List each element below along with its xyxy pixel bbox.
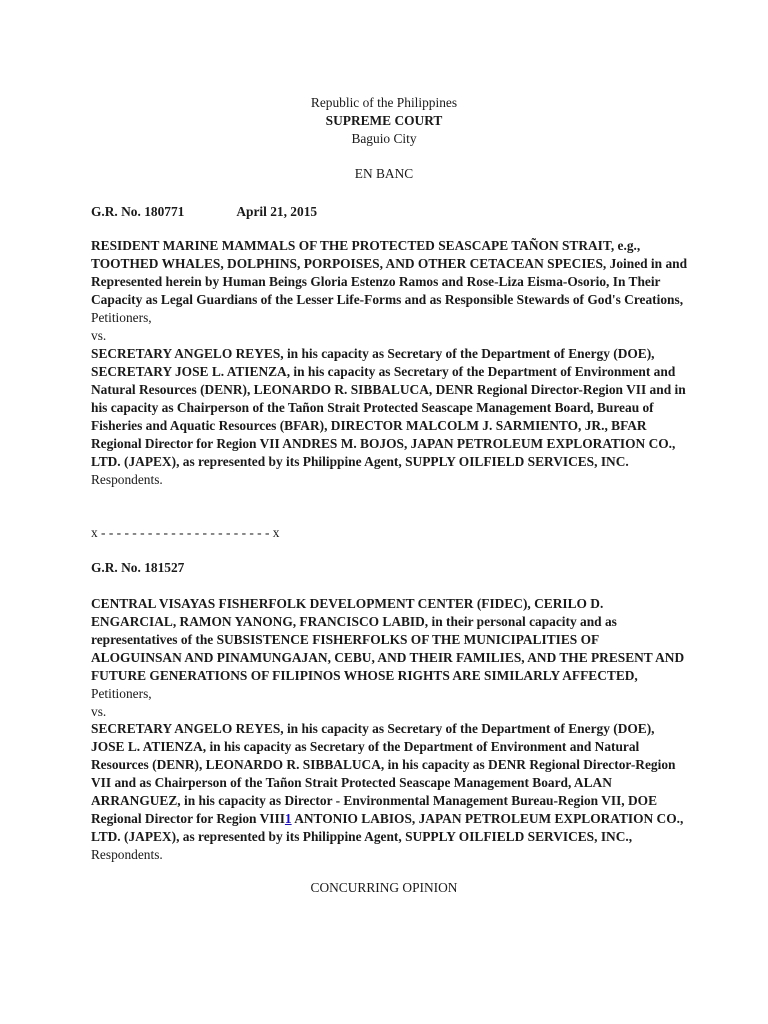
case2-petitioners bbox=[91, 595, 691, 703]
case2-gr-number: G.R. No. 181527 bbox=[91, 560, 185, 575]
case1-gr-number: G.R. No. 180771 bbox=[91, 204, 185, 219]
en-banc: EN BANC bbox=[354, 166, 414, 181]
case1-petitioners-label: Petitioners, bbox=[91, 310, 152, 325]
case2-petitioners-names: CENTRAL VISAYAS FISHERFOLK DEVELOPMENT CENTER (FIDEC), CERILO D. ENGARCIAL, RAMON YANONG, FRANCISCO LABID, in their personal capacity and as representatives of the SUBSISTENCE FISHERFOLKS OF THE MUNICIPALITIES OF ALOGUINSAN AND PINAMUNGAJAN, CEBU, AND THEIR FAMILIES, AND THE PRESENT AND FUTURE GENERATIONS OF FILIPINOS WHOSE RIGHTS ARE SIMILARLY AFFECTED, bbox=[91, 596, 685, 683]
footnote-link-1[interactable]: 1 bbox=[284, 811, 292, 826]
case2-petitioners-label: Petitioners, bbox=[91, 686, 152, 701]
case1-vs: vs. bbox=[91, 328, 107, 343]
case2-respondents-label: Respondents. bbox=[91, 847, 163, 862]
case1-petitioners-names: RESIDENT MARINE MAMMALS OF THE PROTECTED SEASCAPE TAÑON STRAIT, e.g., TOOTHED WHALES, DOLPHINS, PORPOISES, AND OTHER CETACEAN SPECIES, Joined in and Represented herein by Human Beings Gloria Estenzo Ramos and Rose-Liza Eisma-Osorio, In Their Capacity as Legal Guardians of the Lesser Life-Forms and as Responsible Stewards of God's Creations, bbox=[91, 238, 688, 307]
case1-header bbox=[91, 203, 691, 221]
court-name: SUPREME COURT bbox=[325, 113, 443, 128]
case2-respondents-names-1: SECRETARY ANGELO REYES, in his capacity as Secretary of the Department of Energy (DOE), JOSE L. ATIENZA, in his capacity as Secretary of the Department of Environment and Natural Resources (DENR), LEONARDO R. SIBBALUCA, in his capacity as DENR Regional Director-Region VII and as Chairperson of the Tañon Strait Protected Seascape Management Board, ALAN ARRANGUEZ, in his capacity as Director - Environmental Management Bureau-Region VII, DOE Regional Director for Region VIII bbox=[91, 721, 676, 826]
case2-respondents-names-2: ANTONIO LABIOS, JAPAN PETROLEUM EXPLORATION CO., LTD. (JAPEX), as represented by its Philippine Agent, SUPPLY OILFIELD SERVICES, INC., bbox=[91, 811, 684, 844]
opinion-title: CONCURRING OPINION bbox=[310, 880, 458, 895]
case1-date: April 21, 2015 bbox=[236, 204, 318, 219]
case2-respondents bbox=[91, 720, 691, 864]
case1-respondents-names: SECRETARY ANGELO REYES, in his capacity as Secretary of the Department of Energy (DOE), SECRETARY JOSE L. ATIENZA, in his capacity as Secretary of the Department of Environment and Natural Resources (DENR), LEONARDO R. SIBBALUCA, DENR Regional Director-Region VII and in his capacity as Chairperson of the Tañon Strait Protected Seascape Management Board, Bureau of Fisheries and Aquatic Resources (BFAR), DIRECTOR MALCOLM J. SARMIENTO, JR., BFAR Regional Director for Region VII ANDRES M. BOJOS, JAPAN PETROLEUM EXPLORATION CO., LTD. (JAPEX), as represented by its Philippine Agent, SUPPLY OILFIELD SERVICES, INC. bbox=[91, 346, 686, 469]
case1-respondents-label: Respondents. bbox=[91, 472, 163, 487]
case1-respondents bbox=[91, 345, 691, 489]
case2-vs: vs. bbox=[91, 704, 107, 719]
court-city: Baguio City bbox=[351, 131, 417, 146]
republic-line: Republic of the Philippines bbox=[310, 95, 458, 110]
case1-petitioners bbox=[91, 237, 691, 327]
case-separator: x - - - - - - - - - - - - - - - - - - - - - - x bbox=[91, 525, 280, 540]
